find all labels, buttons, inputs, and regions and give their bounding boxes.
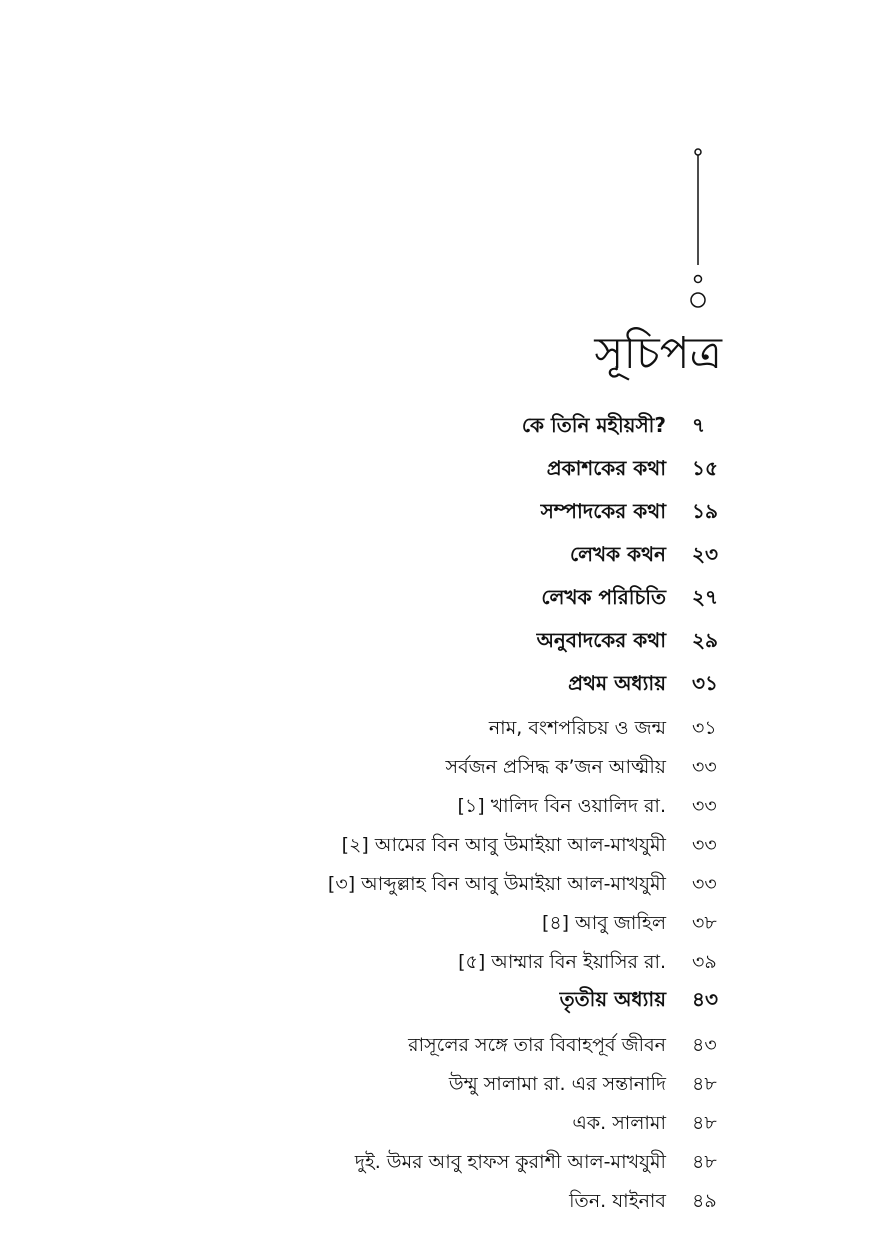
toc-entry-page-number: ২৯	[692, 627, 718, 652]
toc-entry-title: [২] আমের বিন আবু উমাইয়া আল-মাখযুমী	[341, 834, 666, 856]
toc-entry-title: লেখক কথন	[570, 541, 666, 566]
toc-entry-title: সর্বজন প্রসিদ্ধ ক’জন আত্মীয়	[445, 756, 666, 778]
toc-entry-page-number: ৪৮	[692, 1151, 717, 1173]
toc-entry[interactable]	[537, 625, 722, 659]
toc-entry[interactable]	[572, 1108, 722, 1142]
toc-entry-page-number: ৪৯	[692, 1190, 717, 1212]
toc-entry-title: উম্মু সালামা রা. এর সন্তানাদি	[448, 1073, 666, 1095]
toc-entry[interactable]	[458, 791, 723, 825]
toc-entry-page-number: ৩১	[692, 717, 717, 739]
toc-entry-title: প্রথম অধ্যায়	[568, 670, 666, 695]
toc-entry-title: এক. সালামা	[572, 1112, 666, 1134]
toc-entry-page-number: ২৩	[692, 541, 719, 566]
toc-entry[interactable]	[489, 713, 722, 747]
toc-entry-page-number: ৩৩	[692, 756, 717, 778]
toc-entry[interactable]	[568, 668, 722, 702]
toc-entry[interactable]	[449, 1069, 722, 1103]
toc-entry-title: [৪] আবু জাহিল	[541, 912, 666, 934]
toc-entry-page-number: ৩৮	[692, 912, 717, 934]
toc-entry[interactable]	[541, 496, 722, 530]
toc-entry-page-number: ১৫	[692, 455, 718, 480]
toc-entry-title: [১] খালিদ বিন ওয়ালিদ রা.	[457, 795, 666, 817]
toc-entry-title: নাম, বংশপরিচয় ও জন্ম	[488, 717, 666, 739]
toc-entry-title: দুই. উমর আবু হাফস কুরাশী আল-মাখযুমী	[354, 1151, 666, 1173]
toc-entry-page-number: ৪৩	[692, 1034, 717, 1056]
toc-entry-page-number: ৪৩	[692, 986, 718, 1011]
toc-entry[interactable]	[542, 908, 722, 942]
toc-entry-title: তৃতীয় অধ্যায়	[559, 986, 666, 1011]
toc-entry-page-number: ৭	[692, 412, 706, 437]
toc-entry[interactable]	[570, 539, 722, 573]
toc-entry[interactable]	[446, 752, 722, 786]
toc-entry[interactable]	[560, 984, 722, 1018]
toc-entry[interactable]	[355, 1147, 722, 1181]
toc-entry-title: অনুবাদকের কথা	[536, 627, 666, 652]
toc-entry-title: সম্পাদকের কথা	[540, 498, 666, 523]
toc-entry-page-number: ৪৮	[692, 1112, 717, 1134]
toc-entry[interactable]	[342, 830, 722, 864]
toc-entry-title: তিন. যাইনাব	[569, 1190, 666, 1212]
toc-entry-page-number: ৩৩	[692, 873, 717, 895]
toc-entry[interactable]	[408, 1030, 722, 1064]
toc-entry-page-number: ৪৮	[692, 1073, 717, 1095]
toc-entry-title: প্রকাশকের কথা	[546, 455, 666, 480]
toc-entry[interactable]	[522, 410, 722, 444]
toc-entry-page-number: ৩৩	[692, 834, 717, 856]
toc-entry-page-number: ৩৯	[692, 951, 717, 973]
toc-entry-page-number: ৩১	[692, 670, 718, 695]
toc-entry-title: রাসূলের সঙ্গে তার বিবাহপূর্ব জীবন	[408, 1034, 666, 1056]
toc-entry-title: লেখক পরিচিতি	[541, 584, 666, 609]
toc-entry[interactable]	[547, 453, 722, 487]
toc-entry[interactable]	[458, 947, 722, 981]
toc-entry-title: [৩] আব্দুল্লাহ বিন আবু উমাইয়া আল-মাখযুমী	[327, 873, 666, 895]
toc-entry[interactable]	[328, 869, 722, 903]
toc-entry[interactable]	[541, 582, 722, 616]
toc-entry-title: [৫] আম্মার বিন ইয়াসির রা.	[458, 951, 666, 973]
toc-entry-title: কে তিনি মহীয়সী?	[521, 412, 666, 437]
toc-entry[interactable]	[569, 1186, 722, 1220]
toc-entry-page-number: ৩৩	[692, 795, 717, 817]
toc-entry-page-number: ২৭	[692, 584, 719, 609]
page-title: সূচিপত্র	[594, 328, 722, 379]
toc-entry-page-number: ১৯	[692, 498, 718, 523]
